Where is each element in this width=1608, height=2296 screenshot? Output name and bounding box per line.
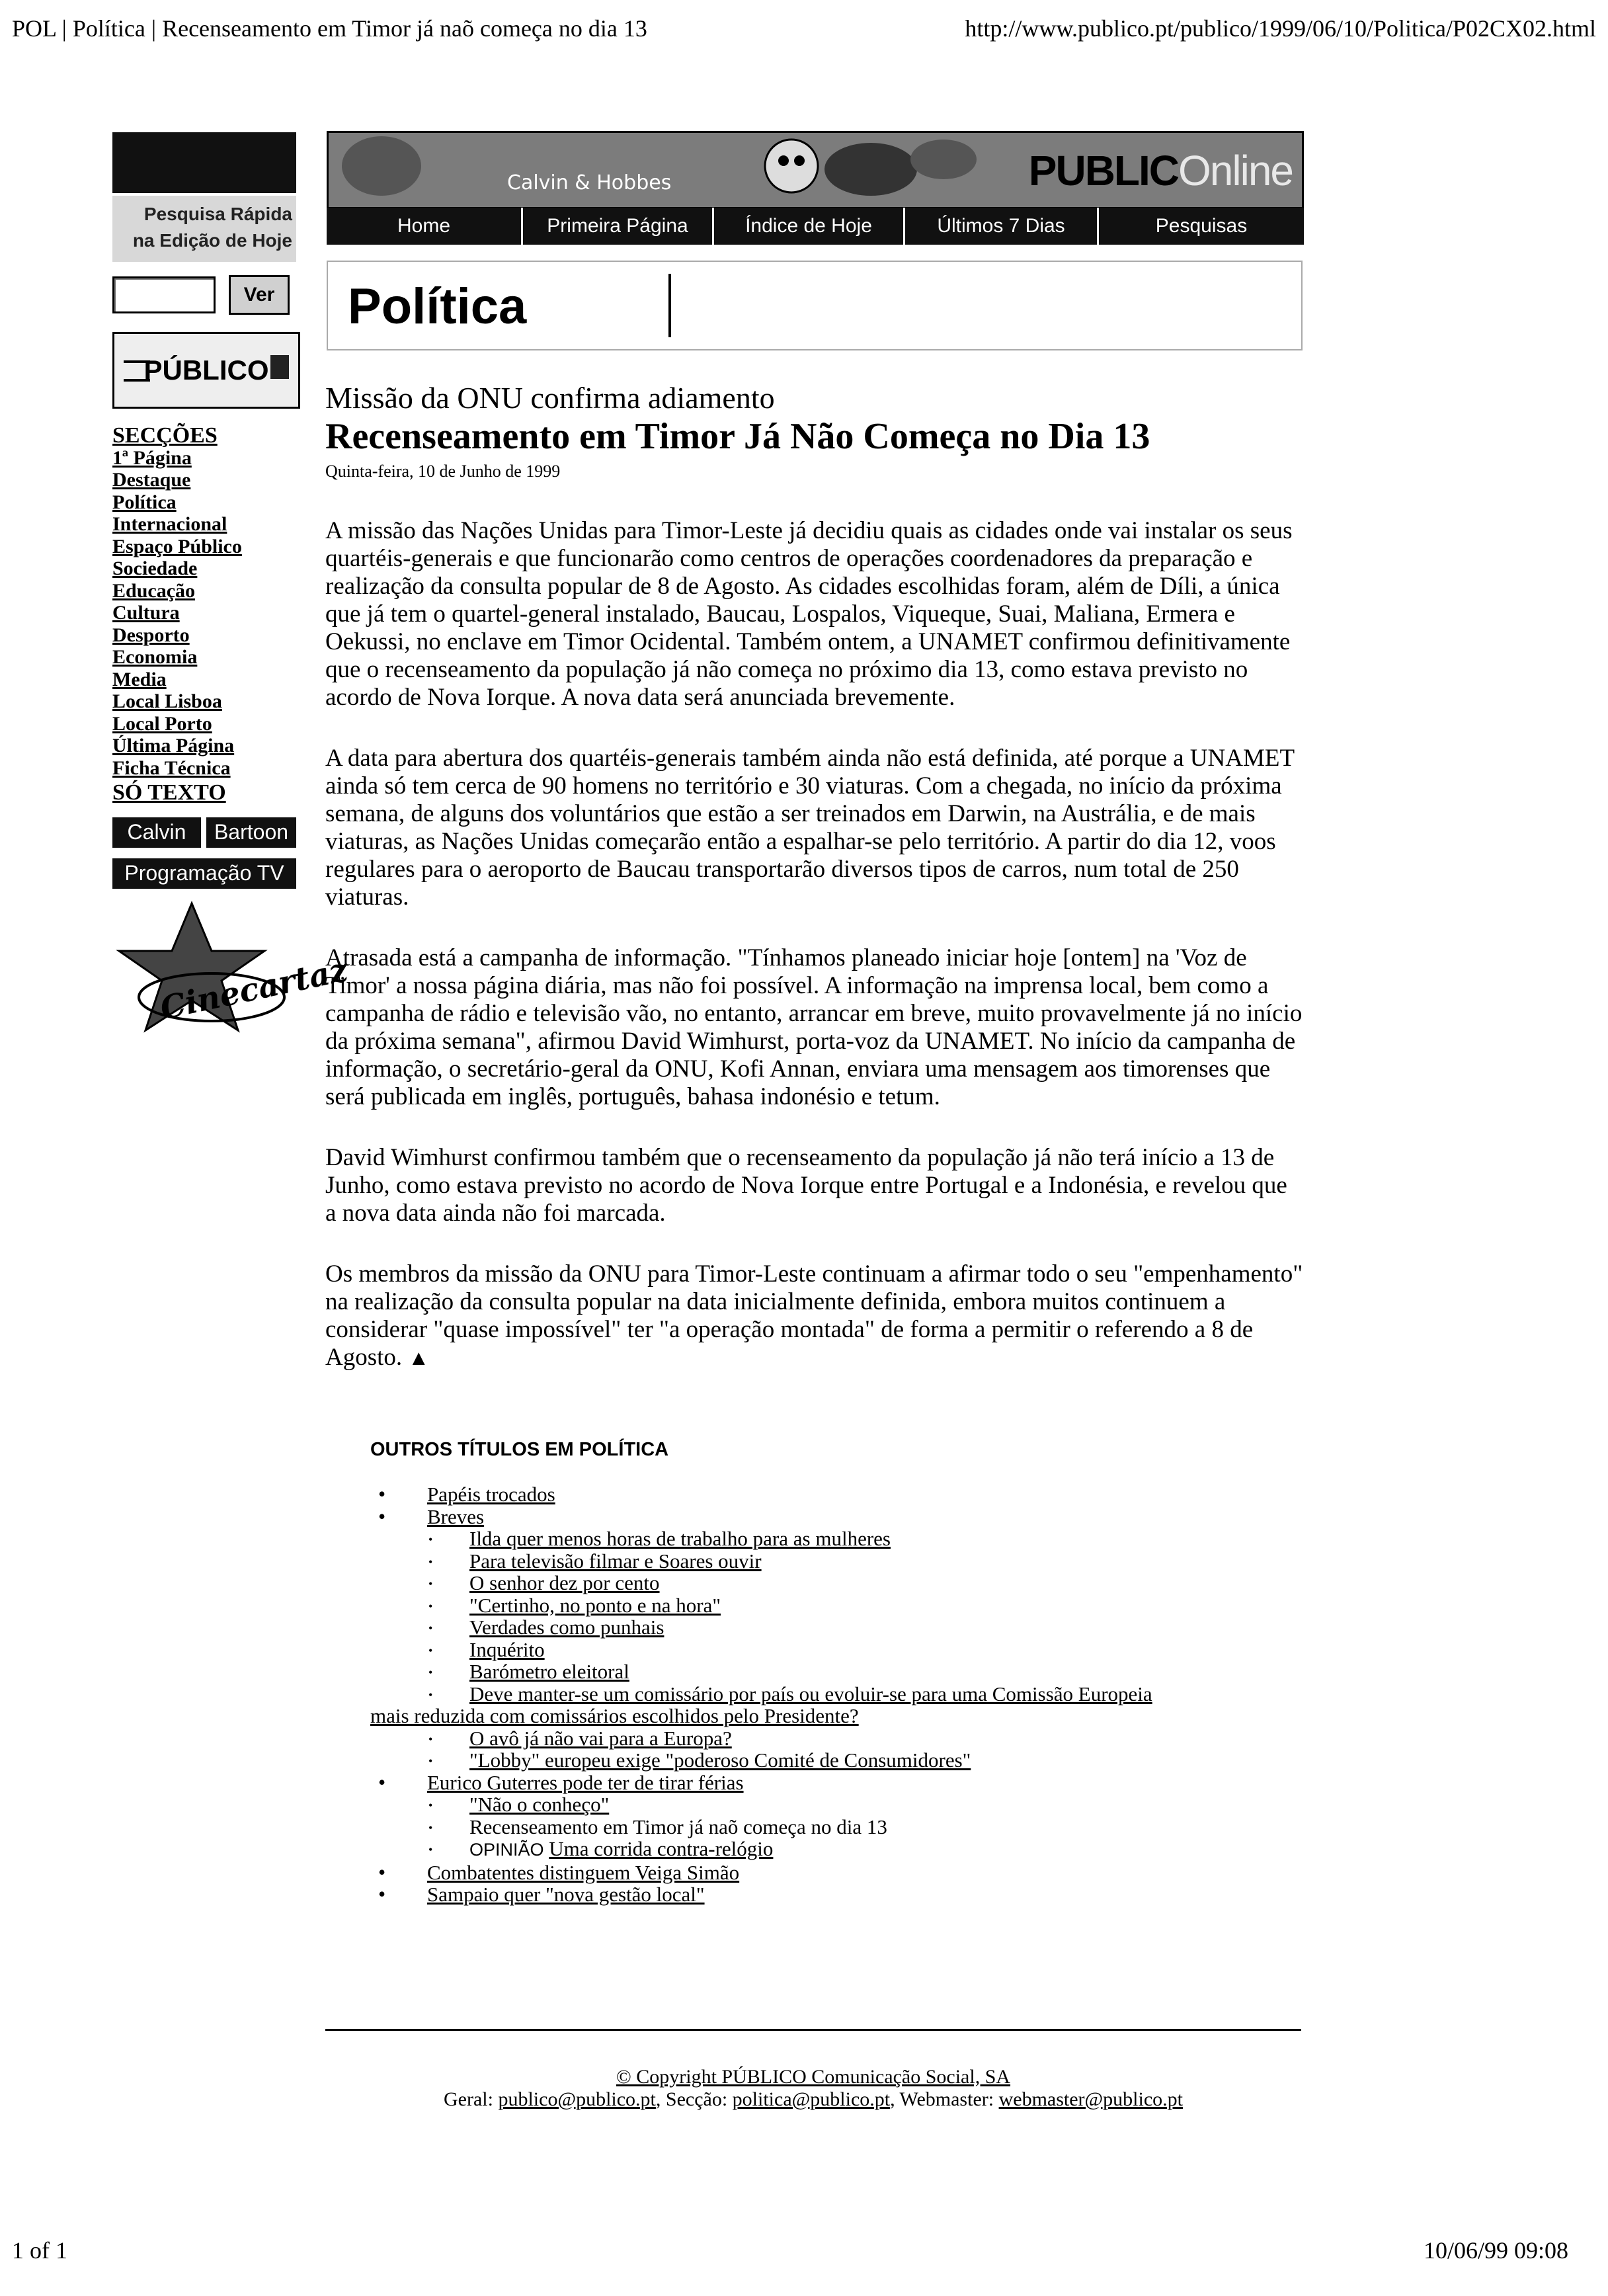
list-item — [370, 1594, 1309, 1617]
end-triangle-icon: ▲ — [408, 1346, 430, 1370]
logo-text: PÚBLICO — [143, 354, 269, 386]
top-banner[interactable] — [327, 131, 1304, 209]
calvin-button[interactable]: Calvin — [112, 817, 201, 848]
article-paragraph-3: Atrasada está a campanha de informação. "Tínhamos planeado iniciar hoje [ontem] na 'Voz de Timor' a nossa página diária, mas não foi possível. A informação na imprensa local, bem como a campanha de rádio e televisão vão, no entanto, arrancar em breve, muito provavelmente já no início da próxima semana", afirmou David Wimhurst, porta-voz da UNAMET. No início da campanha de informação, o secretário-geral da ONU, Kofi Annan, enviara uma mensagem aos timorenses que será publicada em inglês, português, bahasa indonésio e tetum. — [325, 944, 1303, 1110]
print-url: http://www.publico.pt/publico/1999/06/10/Politica/P02CX02.html — [965, 15, 1596, 42]
list-item — [370, 1727, 1309, 1750]
list-item — [370, 1660, 1309, 1683]
list-item — [370, 1616, 1309, 1639]
other-title-link[interactable]: Para televisão filmar e Soares ouvir — [469, 1549, 762, 1573]
list-item — [370, 1883, 1309, 1906]
brand-online: Online — [1178, 147, 1293, 194]
section-link-ultima-pagina[interactable]: Última Página — [112, 735, 235, 757]
sections-menu — [112, 425, 296, 804]
seccao-email-link[interactable]: politica@publico.pt — [732, 2088, 891, 2110]
section-link-educacao[interactable]: Educação — [112, 579, 196, 602]
other-titles — [370, 1439, 1309, 1906]
quick-search-row — [112, 275, 296, 315]
opiniao-label: OPINIÃO — [469, 1840, 544, 1860]
other-title-link[interactable]: Ilda quer menos horas de trabalho para as mulheres — [469, 1527, 891, 1550]
other-title-link[interactable]: "Lobby" europeu exige "poderoso Comité de Consumidores" — [469, 1748, 971, 1772]
other-titles-heading: OUTROS TÍTULOS EM POLÍTICA — [370, 1439, 669, 1460]
article-paragraph-4: David Wimhurst confirmou também que o recenseamento da população já não terá início a 13 de Junho, como estava previsto no acordo de Nova Iorque entre Portugal e a Indonésia, e revelou que a nova data ainda não foi marcada. — [325, 1144, 1287, 1227]
list-item — [370, 1862, 1309, 1884]
footer-divider — [325, 2029, 1301, 2031]
quick-search-label-line1: Pesquisa Rápida — [143, 204, 292, 224]
list-item-continuation — [370, 1705, 1309, 1727]
other-title-link[interactable]: Combatentes distinguem Veiga Simão — [427, 1860, 740, 1884]
list-item — [370, 1483, 1309, 1506]
section-title: Política — [348, 278, 527, 335]
other-titles-list — [370, 1483, 1309, 1906]
print-datetime: 10/06/99 09:08 — [1423, 2237, 1568, 2264]
programacao-tv-button[interactable]: Programação TV — [112, 858, 296, 889]
list-item — [370, 1528, 1309, 1550]
seccao-label: , Secção: — [655, 2088, 728, 2110]
section-link-sociedade[interactable]: Sociedade — [112, 557, 198, 579]
list-item — [370, 1506, 1309, 1528]
print-header — [12, 15, 1596, 48]
other-title-link[interactable]: Breves — [427, 1504, 485, 1528]
list-item-current — [370, 1816, 1309, 1838]
quick-search-label — [112, 196, 296, 262]
other-title-link[interactable]: Uma corrida contra-relógio — [549, 1837, 774, 1860]
section-link-politica[interactable]: Política — [112, 491, 177, 513]
copyright-link[interactable]: © Copyright PÚBLICO Comunicação Social, SA — [616, 2066, 1011, 2088]
webmaster-email-link[interactable]: webmaster@publico.pt — [998, 2088, 1183, 2110]
bartoon-button[interactable]: Bartoon — [206, 817, 296, 848]
article — [325, 381, 1304, 1372]
other-title-link[interactable]: "Certinho, no ponto e na hora" — [469, 1593, 721, 1617]
article-paragraph-1: A missão das Nações Unidas para Timor-Leste já decidiu quais as cidades onde vai instalar os seus quartéis-generais e que funcionarão como centros de operações coordenadores da preparação e realização da consulta popular de 8 de Agosto. As cidades escolhidas foram, além de Díli, a única que já tem o quartel-general instalado, Baucau, Lospalos, Viqueque, Suai, Maliana, Ermera e Oekussi, no enclave em Timor Ocidental. Também ontem, a UNAMET confirmou definitivamente que o recenseamento da população já não começa no próximo dia 13, como estava previsto no acordo de Nova Iorque. A nova data será anunciada brevemente. — [325, 517, 1293, 711]
other-title-link[interactable]: Inquérito — [469, 1637, 545, 1661]
other-title-link[interactable]: mais reduzida com comissários escolhidos pelo Presidente? — [370, 1704, 859, 1727]
sidebar-top-banner — [112, 132, 296, 193]
list-item — [370, 1572, 1309, 1594]
article-paragraph-5: Os membros da missão da ONU para Timor-Leste continuam a afirmar todo o seu "empenhamento" na realização da consulta popular na data inicialmente definida, embora muitos continuem a considerar "quase impossível" ter "a operação montada" de forma a permitir o referendo a 8 de Agosto. — [325, 1260, 1303, 1371]
article-paragraph-5-wrap — [325, 1260, 1304, 1372]
nav-pesquisas[interactable]: Pesquisas — [1155, 215, 1248, 237]
list-item — [370, 1639, 1309, 1661]
list-item — [370, 1838, 1309, 1862]
other-title-link[interactable]: O senhor dez por cento — [469, 1571, 660, 1594]
list-item — [370, 1683, 1309, 1705]
other-title-link[interactable]: Sampaio quer "nova gestão local" — [427, 1883, 705, 1906]
logo-lines-icon — [124, 360, 150, 382]
comic-buttons — [112, 817, 296, 848]
list-item — [370, 1793, 1309, 1816]
print-page-count: 1 of 1 — [12, 2237, 67, 2264]
section-link-local-lisboa[interactable]: Local Lisboa — [112, 690, 222, 712]
list-item — [370, 1749, 1309, 1772]
main-nav — [327, 208, 1304, 245]
nav-home[interactable]: Home — [327, 208, 523, 245]
brand-public: PUBLIC — [1028, 147, 1178, 194]
article-paragraph-2: A data para abertura dos quartéis-generais também ainda não está definida, até porque a UNAMET ainda só tem cerca de 90 homens no território e 30 viaturas. Com a chegada, no início da próxima semana, de alguns dos voluntários que estão a ser treinados em Darwin, na Austrália, e de mais viaturas, as Nações Unidas começarão então a espalhar-se pelo território. A partir do dia 12, voos regulares para o aeroporto de Baucau transportarão diversos tipos de carros, num total de 250 viaturas. — [325, 745, 1295, 911]
list-item — [370, 1550, 1309, 1573]
section-link-desporto[interactable]: Desporto — [112, 624, 190, 646]
section-link-economia[interactable]: Economia — [112, 646, 198, 668]
section-link-media[interactable]: Media — [112, 668, 167, 690]
section-link-cultura[interactable]: Cultura — [112, 602, 180, 624]
article-date: Quinta-feira, 10 de Junho de 1999 — [325, 462, 561, 481]
copyright-block — [325, 2066, 1301, 2111]
print-title: POL | Política | Recenseamento em Timor já naõ começa no dia 13 — [12, 15, 647, 42]
publico-logo[interactable] — [112, 332, 300, 409]
other-title-link[interactable]: Barómetro eleitoral — [469, 1660, 629, 1683]
nav-ultimos-7-dias[interactable]: Últimos 7 Dias — [905, 208, 1099, 245]
section-link-destaque[interactable]: Destaque — [112, 469, 191, 491]
cinecartaz-logo-text: Cinecartaz — [157, 951, 351, 1027]
logo-square-icon — [270, 355, 289, 379]
section-link-internacional[interactable]: Internacional — [112, 513, 227, 535]
sections-heading[interactable]: SECÇÕES — [112, 423, 218, 448]
section-link-espaco-publico[interactable]: Espaço Público — [112, 535, 242, 557]
current-article-title: Recenseamento em Timor já naõ começa no dia 13 — [469, 1815, 887, 1838]
article-headline: Recenseamento em Timor Já Não Começa no Dia 13 — [325, 416, 1150, 457]
other-title-link[interactable]: O avô já não vai para a Europa? — [469, 1726, 732, 1750]
geral-email-link[interactable]: publico@publico.pt — [498, 2088, 656, 2110]
nav-indice-de-hoje[interactable]: Índice de Hoje — [714, 208, 905, 245]
other-title-link[interactable]: Papéis trocados — [427, 1483, 555, 1506]
so-texto-link[interactable]: SÓ TEXTO — [112, 780, 226, 805]
section-divider — [668, 274, 671, 337]
section-link-ficha-tecnica[interactable]: Ficha Técnica — [112, 757, 231, 779]
section-link-primeira[interactable]: 1ª Página — [112, 446, 192, 469]
publico-online-logo — [1029, 146, 1293, 195]
webmaster-label: , Webmaster: — [890, 2088, 994, 2110]
other-title-link[interactable]: Verdades como punhais — [469, 1616, 664, 1639]
other-title-link[interactable]: "Não o conheço" — [469, 1793, 610, 1816]
cinecartaz-promo[interactable] — [112, 898, 351, 1037]
tv-button-row — [112, 858, 296, 889]
article-kicker: Missão da ONU confirma adiamento — [325, 381, 775, 415]
list-item — [370, 1772, 1309, 1794]
nav-primeira-pagina[interactable]: Primeira Página — [523, 208, 714, 245]
section-title-box — [327, 261, 1303, 350]
geral-label: Geral: — [443, 2088, 493, 2110]
calvin-hobbes-title: Calvin & Hobbes — [507, 171, 672, 194]
print-footer — [12, 2236, 1568, 2270]
left-sidebar — [112, 132, 351, 1037]
quick-search-label-line2: na Edição de Hoje — [132, 230, 292, 251]
other-title-link[interactable]: Eurico Guterres pode ter de tirar férias — [427, 1770, 744, 1794]
section-link-local-porto[interactable]: Local Porto — [112, 712, 212, 735]
search-ver-button[interactable]: Ver — [229, 275, 290, 315]
quick-search-input[interactable] — [112, 276, 216, 313]
other-title-link[interactable]: Deve manter-se um comissário por país ou evoluir-se para uma Comissão Europeia — [469, 1682, 1152, 1705]
